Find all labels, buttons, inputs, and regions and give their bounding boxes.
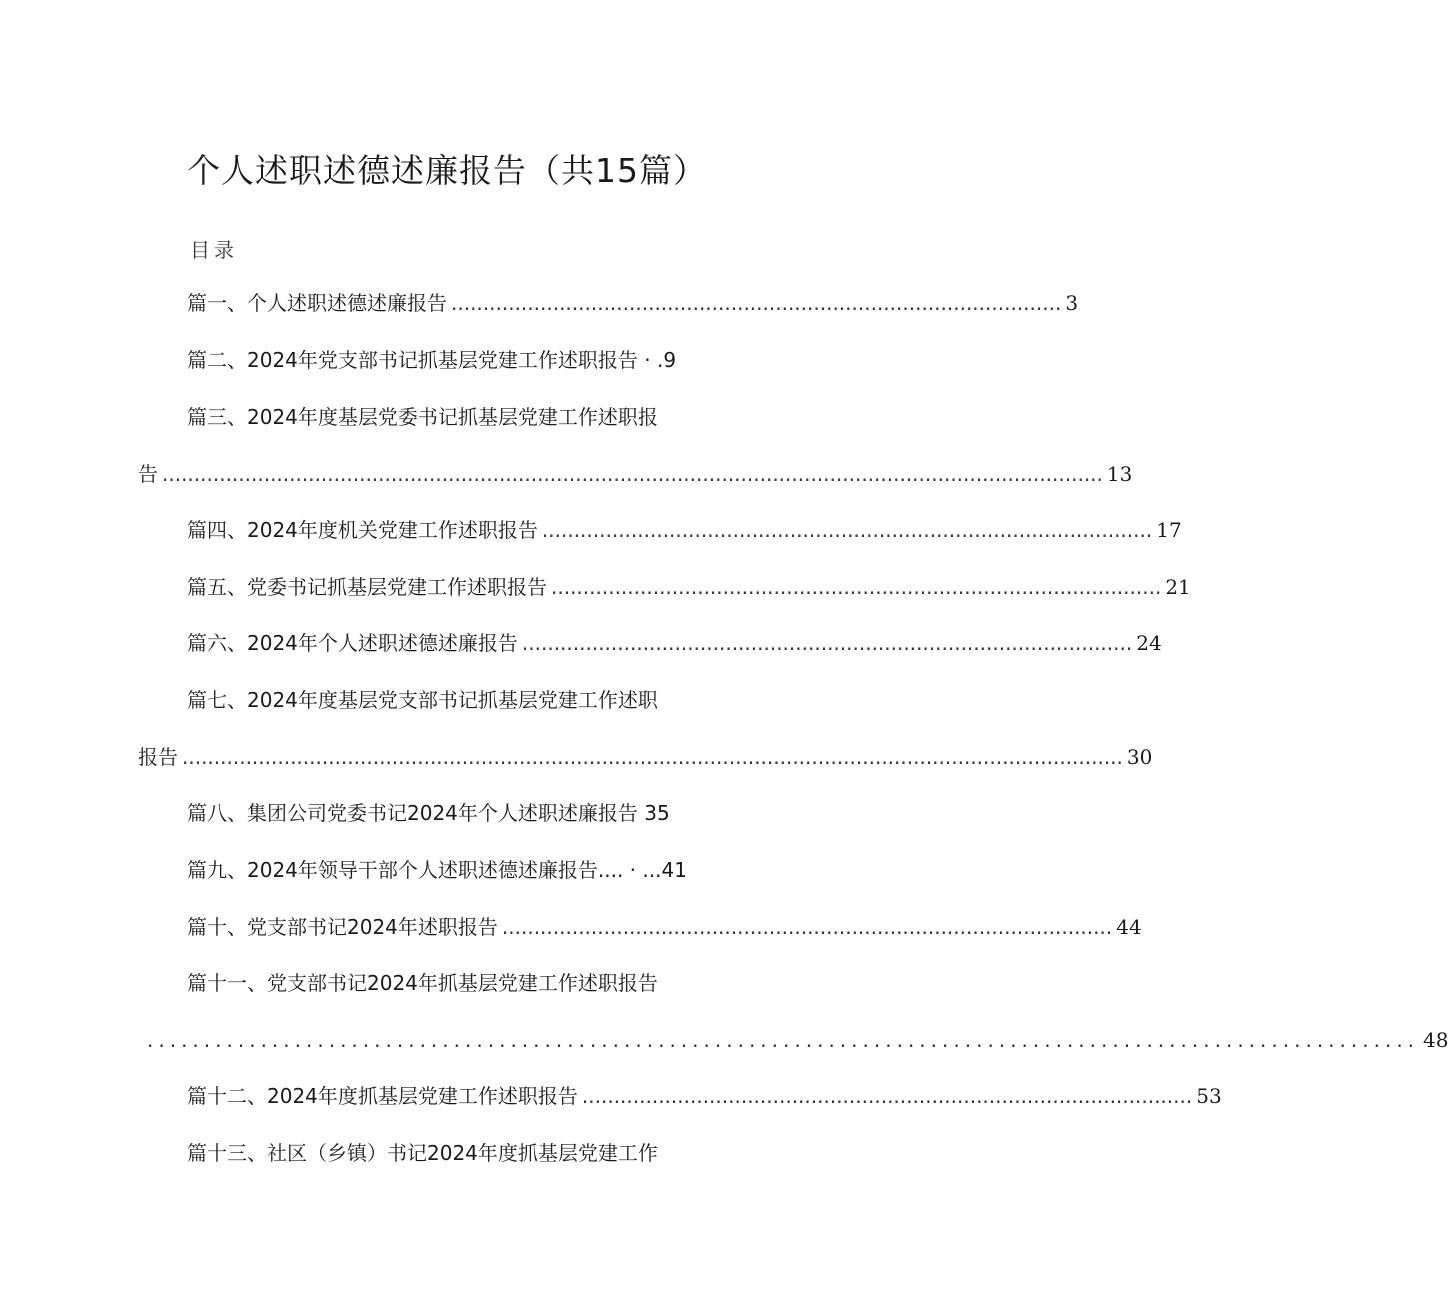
leader-dots: ................................................................................................	[541, 518, 1153, 542]
toc-entry-title: 篇四、2024年度机关党建工作述职报告	[187, 518, 538, 542]
toc-entry-title: 篇五、党委书记抓基层党建工作述职报告	[187, 575, 547, 599]
toc-page-number: 24	[1136, 631, 1162, 655]
leader-dots: ................................................................................................	[451, 291, 1062, 315]
toc-entry-11-continuation[interactable]	[143, 1027, 1448, 1053]
toc-page-number: 3	[1065, 291, 1079, 315]
toc-entry-12[interactable]	[187, 1083, 1222, 1109]
toc-entry-7[interactable]: 篇七、2024年度基层党支部书记抓基层党建工作述职	[187, 688, 658, 712]
toc-entry-10[interactable]	[187, 914, 1142, 940]
toc-entry-5[interactable]	[187, 574, 1191, 600]
leader-dots: ................................................................................................................	[147, 1028, 1420, 1052]
toc-page-number: 53	[1196, 1084, 1222, 1108]
toc-entry-6[interactable]	[187, 630, 1162, 656]
toc-entry-title: 告	[138, 462, 158, 486]
toc-heading: 目录	[190, 238, 238, 262]
toc-page-number: 13	[1106, 462, 1133, 486]
document-title: 个人述职述德述廉报告（共15篇）	[187, 151, 707, 190]
toc-page-number: 17	[1156, 518, 1182, 542]
toc-entry-title: 篇十二、2024年度抓基层党建工作述职报告	[187, 1084, 578, 1108]
toc-entry-8[interactable]: 篇八、集团公司党委书记2024年个人述职述廉报告 35	[187, 801, 670, 825]
leader-dots: ................................................................................................	[501, 915, 1113, 939]
toc-page-number: 21	[1165, 575, 1191, 599]
toc-entry-title: 篇一、个人述职述德述廉报告	[187, 291, 447, 315]
toc-entry-7-continuation[interactable]	[138, 744, 1153, 770]
toc-page-number: 30	[1126, 745, 1153, 769]
toc-entry-title: 篇十、党支部书记2024年述职报告	[187, 915, 498, 939]
leader-dots: ................................................................................................	[581, 1084, 1193, 1108]
toc-page-number: 48	[1423, 1028, 1448, 1052]
toc-entry-3[interactable]: 篇三、2024年度基层党委书记抓基层党建工作述职报	[187, 405, 658, 429]
toc-entry-4[interactable]	[187, 517, 1182, 543]
leader-dots: ....................................................................................................................................................	[182, 745, 1123, 769]
toc-entry-13[interactable]: 篇十三、社区（乡镇）书记2024年度抓基层党建工作	[187, 1141, 658, 1165]
leader-dots: ....................................................................................................................................................	[162, 462, 1103, 486]
toc-page-number: 44	[1116, 915, 1142, 939]
toc-entry-title: 报告	[138, 745, 178, 769]
toc-entry-2[interactable]: 篇二、2024年党支部书记抓基层党建工作述职报告 · .9	[187, 348, 677, 372]
leader-dots: ................................................................................................	[521, 631, 1133, 655]
toc-entry-9[interactable]: 篇九、2024年领导干部个人述职述德述廉报告.... · ...41	[187, 858, 687, 882]
toc-entry-3-continuation[interactable]	[138, 461, 1133, 487]
toc-entry-1[interactable]	[187, 290, 1079, 316]
leader-dots: ................................................................................................	[551, 575, 1162, 599]
toc-entry-title: 篇六、2024年个人述职述德述廉报告	[187, 631, 518, 655]
toc-entry-11[interactable]: 篇十一、党支部书记2024年抓基层党建工作述职报告	[187, 971, 658, 995]
